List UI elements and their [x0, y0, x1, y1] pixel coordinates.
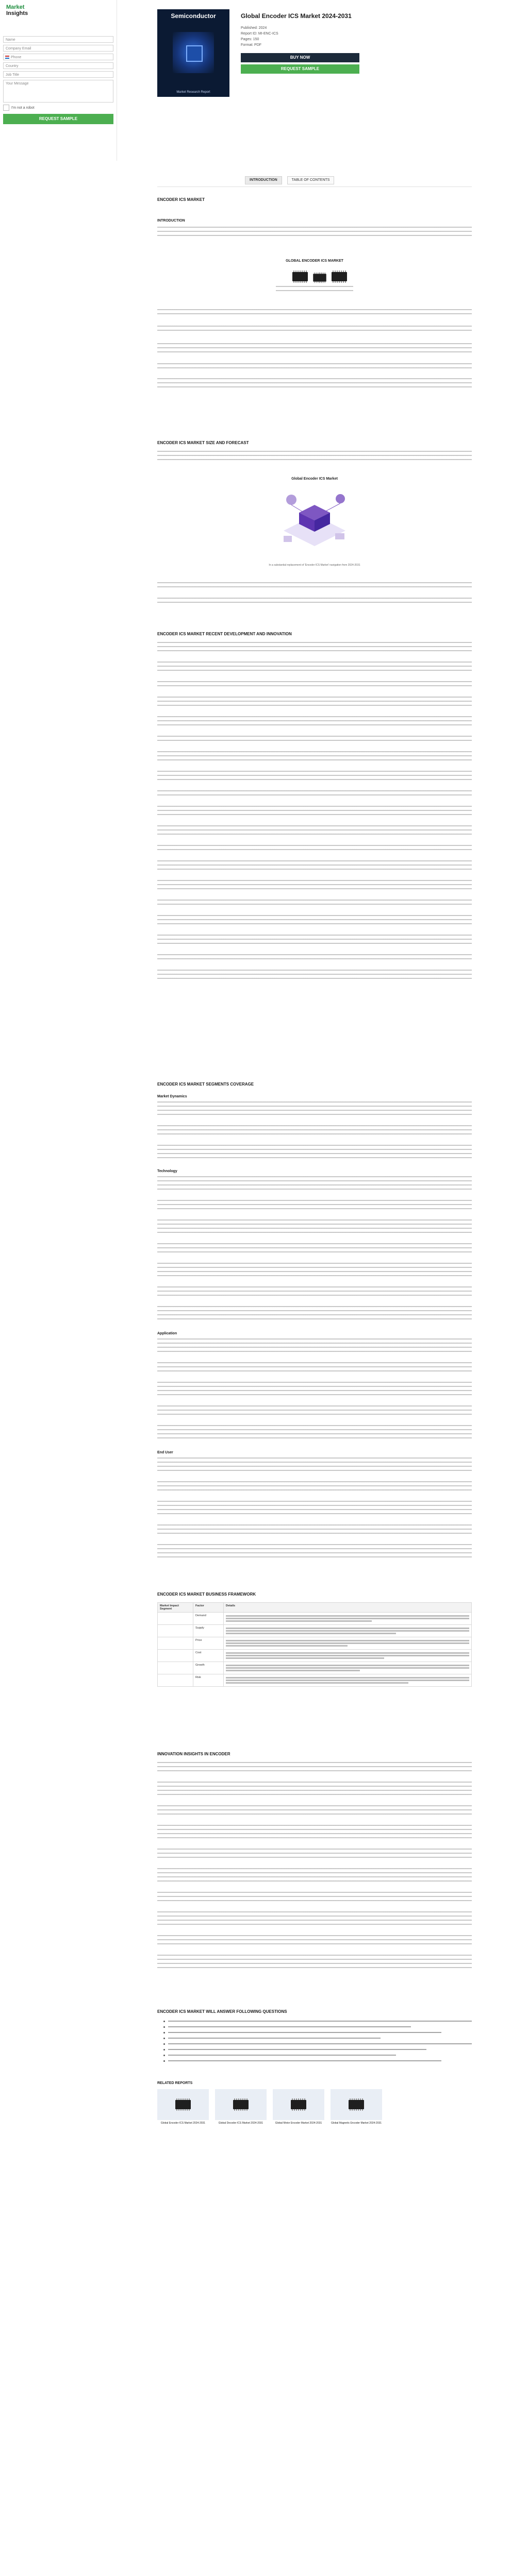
related-reports-title: RELATED REPORTS — [157, 2081, 193, 2085]
body-paragraph — [157, 1955, 472, 1971]
body-paragraph — [157, 1243, 472, 1256]
message-field[interactable]: Your Message — [3, 80, 113, 103]
body-paragraph — [157, 1892, 472, 1904]
body-paragraph — [157, 1544, 472, 1561]
cover-title: Semiconductor — [171, 12, 216, 20]
body-paragraph — [157, 326, 472, 334]
body-paragraph — [157, 1176, 472, 1193]
encoder-chip-icon — [313, 274, 326, 281]
body-paragraph — [157, 1306, 472, 1323]
related-reports — [157, 2081, 472, 2125]
body-paragraph — [157, 1524, 472, 1537]
body-paragraph — [157, 1101, 472, 1118]
list-item — [163, 2059, 472, 2062]
body-paragraph — [157, 1286, 472, 1299]
section-title-questions: ENCODER ICS MARKET WILL ANSWER FOLLOWING QUESTIONS — [157, 2009, 287, 2014]
report-cover-image — [157, 9, 229, 97]
table-header: Factor — [193, 1603, 224, 1613]
country-field[interactable]: Country — [3, 62, 113, 69]
table-row — [158, 1625, 472, 1637]
report-thumbnail — [215, 2089, 267, 2120]
body-paragraph — [157, 825, 472, 838]
related-report-title: Global Magnetic Encoder Market 2024-2031 — [331, 2122, 382, 2125]
body-paragraph — [157, 1458, 472, 1474]
table-header-row — [158, 1603, 472, 1613]
body-paragraph — [157, 716, 472, 728]
table-cell — [158, 1674, 193, 1687]
list-item — [163, 2048, 472, 2051]
list-item — [163, 2020, 472, 2023]
table-cell-text — [224, 1674, 472, 1687]
body-paragraph — [157, 751, 472, 764]
table-cell: Demand — [193, 1613, 224, 1625]
tab-table-of-contents[interactable]: TABLE OF CONTENTS — [287, 176, 335, 184]
table-cell: Cost — [193, 1650, 224, 1662]
request-sample-sidebar — [0, 0, 117, 161]
market-illustration-icon — [268, 484, 361, 562]
table-cell-text — [224, 1637, 472, 1650]
figure-2-title: Global Encoder ICS Market — [291, 477, 338, 481]
table-cell — [158, 1662, 193, 1674]
section-title-framework: ENCODER ICS MARKET BUSINESS FRAMEWORK — [157, 1592, 256, 1597]
body-paragraph — [157, 970, 472, 982]
list-item — [163, 2054, 472, 2057]
figure-1-caption — [276, 286, 353, 293]
section-title-size-forecast: ENCODER ICS MARKET SIZE AND FORECAST — [157, 440, 249, 445]
list-item — [163, 2037, 472, 2040]
captcha-label: I'm not a robot — [11, 106, 35, 110]
report-meta-id: Report ID: MI-ENC-ICS — [241, 32, 278, 36]
body-paragraph — [157, 582, 472, 590]
name-field[interactable]: Name — [3, 36, 113, 43]
report-thumbnail — [273, 2089, 324, 2120]
cover-footer: Market Research Report — [176, 91, 210, 94]
site-logo[interactable] — [6, 4, 63, 23]
report-title: Global Encoder ICS Market 2024-2031 — [241, 12, 352, 20]
body-paragraph — [157, 662, 472, 674]
body-paragraph — [157, 343, 472, 355]
body-paragraph — [157, 1481, 472, 1494]
questions-list — [163, 2020, 472, 2065]
table-cell — [158, 1613, 193, 1625]
section-title-development: ENCODER ICS MARKET RECENT DEVELOPMENT AND INNOVATION — [157, 632, 292, 636]
table-cell — [158, 1625, 193, 1637]
body-paragraph — [157, 1911, 472, 1928]
report-meta-format: Format: PDF — [241, 43, 262, 47]
body-paragraph — [157, 771, 472, 783]
subhead-dynamics: Market Dynamics — [157, 1095, 187, 1098]
subhead-end-user: End User — [157, 1451, 173, 1454]
captcha-row — [3, 105, 113, 111]
body-paragraph — [157, 915, 472, 927]
table-row — [158, 1674, 472, 1687]
body-paragraph — [157, 790, 472, 799]
related-report-card[interactable] — [273, 2089, 324, 2125]
report-hero — [157, 9, 472, 102]
list-item — [163, 2025, 472, 2028]
section-title-market: ENCODER ICS MARKET — [157, 197, 205, 202]
body-paragraph — [157, 806, 472, 818]
table-cell-text — [224, 1613, 472, 1625]
table-row — [158, 1613, 472, 1625]
section-title-segments: ENCODER ICS MARKET SEGMENTS COVERAGE — [157, 1082, 254, 1087]
captcha-checkbox[interactable] — [3, 105, 9, 111]
email-field[interactable]: Company Email — [3, 45, 113, 52]
report-tabs — [245, 176, 334, 184]
job-title-field[interactable]: Job Title — [3, 71, 113, 78]
body-paragraph — [157, 860, 472, 873]
encoder-chip-icon — [332, 272, 347, 281]
chip-icon — [291, 2100, 306, 2109]
phone-field[interactable]: Phone — [3, 54, 113, 60]
body-paragraph — [157, 1145, 472, 1161]
sample-request-form — [3, 36, 113, 124]
subhead-application: Application — [157, 1332, 177, 1335]
table-row — [158, 1637, 472, 1650]
body-paragraph — [157, 598, 472, 606]
body-paragraph — [157, 697, 472, 709]
body-paragraph — [157, 900, 472, 908]
body-paragraph — [157, 1405, 472, 1418]
table-header: Market Impact Segment — [158, 1603, 193, 1613]
table-cell: Risk — [193, 1674, 224, 1687]
body-paragraph — [157, 845, 472, 853]
body-paragraph — [157, 1200, 472, 1212]
report-thumbnail — [331, 2089, 382, 2120]
framework-table — [157, 1602, 472, 1687]
table-row — [158, 1650, 472, 1662]
figure-1-title: GLOBAL ENCODER ICS MARKET — [286, 259, 343, 263]
body-paragraph — [157, 1362, 472, 1375]
request-sample-button[interactable]: REQUEST SAMPLE — [3, 114, 113, 124]
subhead-technology: Technology — [157, 1170, 177, 1173]
logo-line-2: Insights — [6, 10, 28, 16]
body-paragraph — [157, 378, 472, 391]
table-cell: Price — [193, 1637, 224, 1650]
figure-2-caption: In a substantial replacement of 'Encoder ICS Market' navigation from 2024-2031 — [269, 564, 360, 567]
body-paragraph — [157, 363, 472, 371]
report-thumbnail — [157, 2089, 209, 2120]
intro-paragraph — [157, 227, 472, 239]
body-paragraph — [157, 880, 472, 892]
table-cell-text — [224, 1662, 472, 1674]
table-cell-text — [224, 1625, 472, 1637]
body-paragraph — [157, 1935, 472, 1947]
chip-icon — [233, 2100, 249, 2109]
list-item — [163, 2031, 472, 2034]
related-report-card[interactable] — [331, 2089, 382, 2125]
tab-introduction[interactable]: INTRODUCTION — [245, 176, 282, 184]
body-paragraph — [157, 1382, 472, 1398]
table-cell — [158, 1637, 193, 1650]
buy-now-button[interactable]: BUY NOW — [241, 53, 359, 62]
report-info — [241, 12, 359, 74]
table-header: Details — [224, 1603, 472, 1613]
report-meta-pages: Pages: 150 — [241, 38, 259, 41]
table-cell: Growth — [193, 1662, 224, 1674]
report-meta-published: Published: 2024 — [241, 26, 267, 30]
related-report-title: Global Motor Encoder Market 2024-2031 — [275, 2122, 322, 2125]
chip-icon — [175, 2100, 191, 2109]
related-report-card[interactable] — [157, 2089, 209, 2125]
table-cell: Supply — [193, 1625, 224, 1637]
body-paragraph — [157, 1782, 472, 1798]
related-report-card[interactable] — [215, 2089, 267, 2125]
table-cell — [158, 1650, 193, 1662]
body-paragraph — [157, 1219, 472, 1236]
logo-line-1: Market — [6, 4, 25, 10]
encoder-chip-icon — [292, 272, 308, 281]
intro-heading: INTRODUCTION — [157, 219, 185, 223]
body-paragraph — [157, 935, 472, 947]
body-paragraph — [157, 954, 472, 962]
body-paragraph — [157, 1868, 472, 1885]
body-paragraph — [157, 1805, 472, 1818]
body-paragraph — [157, 681, 472, 689]
list-item — [163, 2042, 472, 2045]
body-paragraph — [157, 736, 472, 744]
related-report-title: Global Encoder ICS Market 2024-2031 — [160, 2122, 206, 2125]
body-paragraph — [157, 1338, 472, 1355]
body-paragraph — [157, 1125, 472, 1138]
table-row — [158, 1662, 472, 1674]
related-report-title: Global Decoder ICS Market 2024-2031 — [218, 2122, 263, 2125]
body-paragraph — [157, 1425, 472, 1442]
chip-illustration-icon — [173, 32, 214, 73]
body-paragraph — [157, 1849, 472, 1861]
chip-icon — [349, 2100, 364, 2109]
body-paragraph — [157, 1762, 472, 1774]
request-sample-hero-button[interactable]: REQUEST SAMPLE — [241, 64, 359, 74]
body-paragraph — [157, 1263, 472, 1279]
table-cell-text — [224, 1650, 472, 1662]
body-paragraph — [157, 451, 472, 463]
body-paragraph — [157, 1501, 472, 1517]
body-paragraph — [157, 309, 472, 317]
body-paragraph — [157, 642, 472, 654]
body-paragraph — [157, 1825, 472, 1841]
section-title-innovation: INNOVATION INSIGHTS IN ENCODER — [157, 1752, 230, 1756]
